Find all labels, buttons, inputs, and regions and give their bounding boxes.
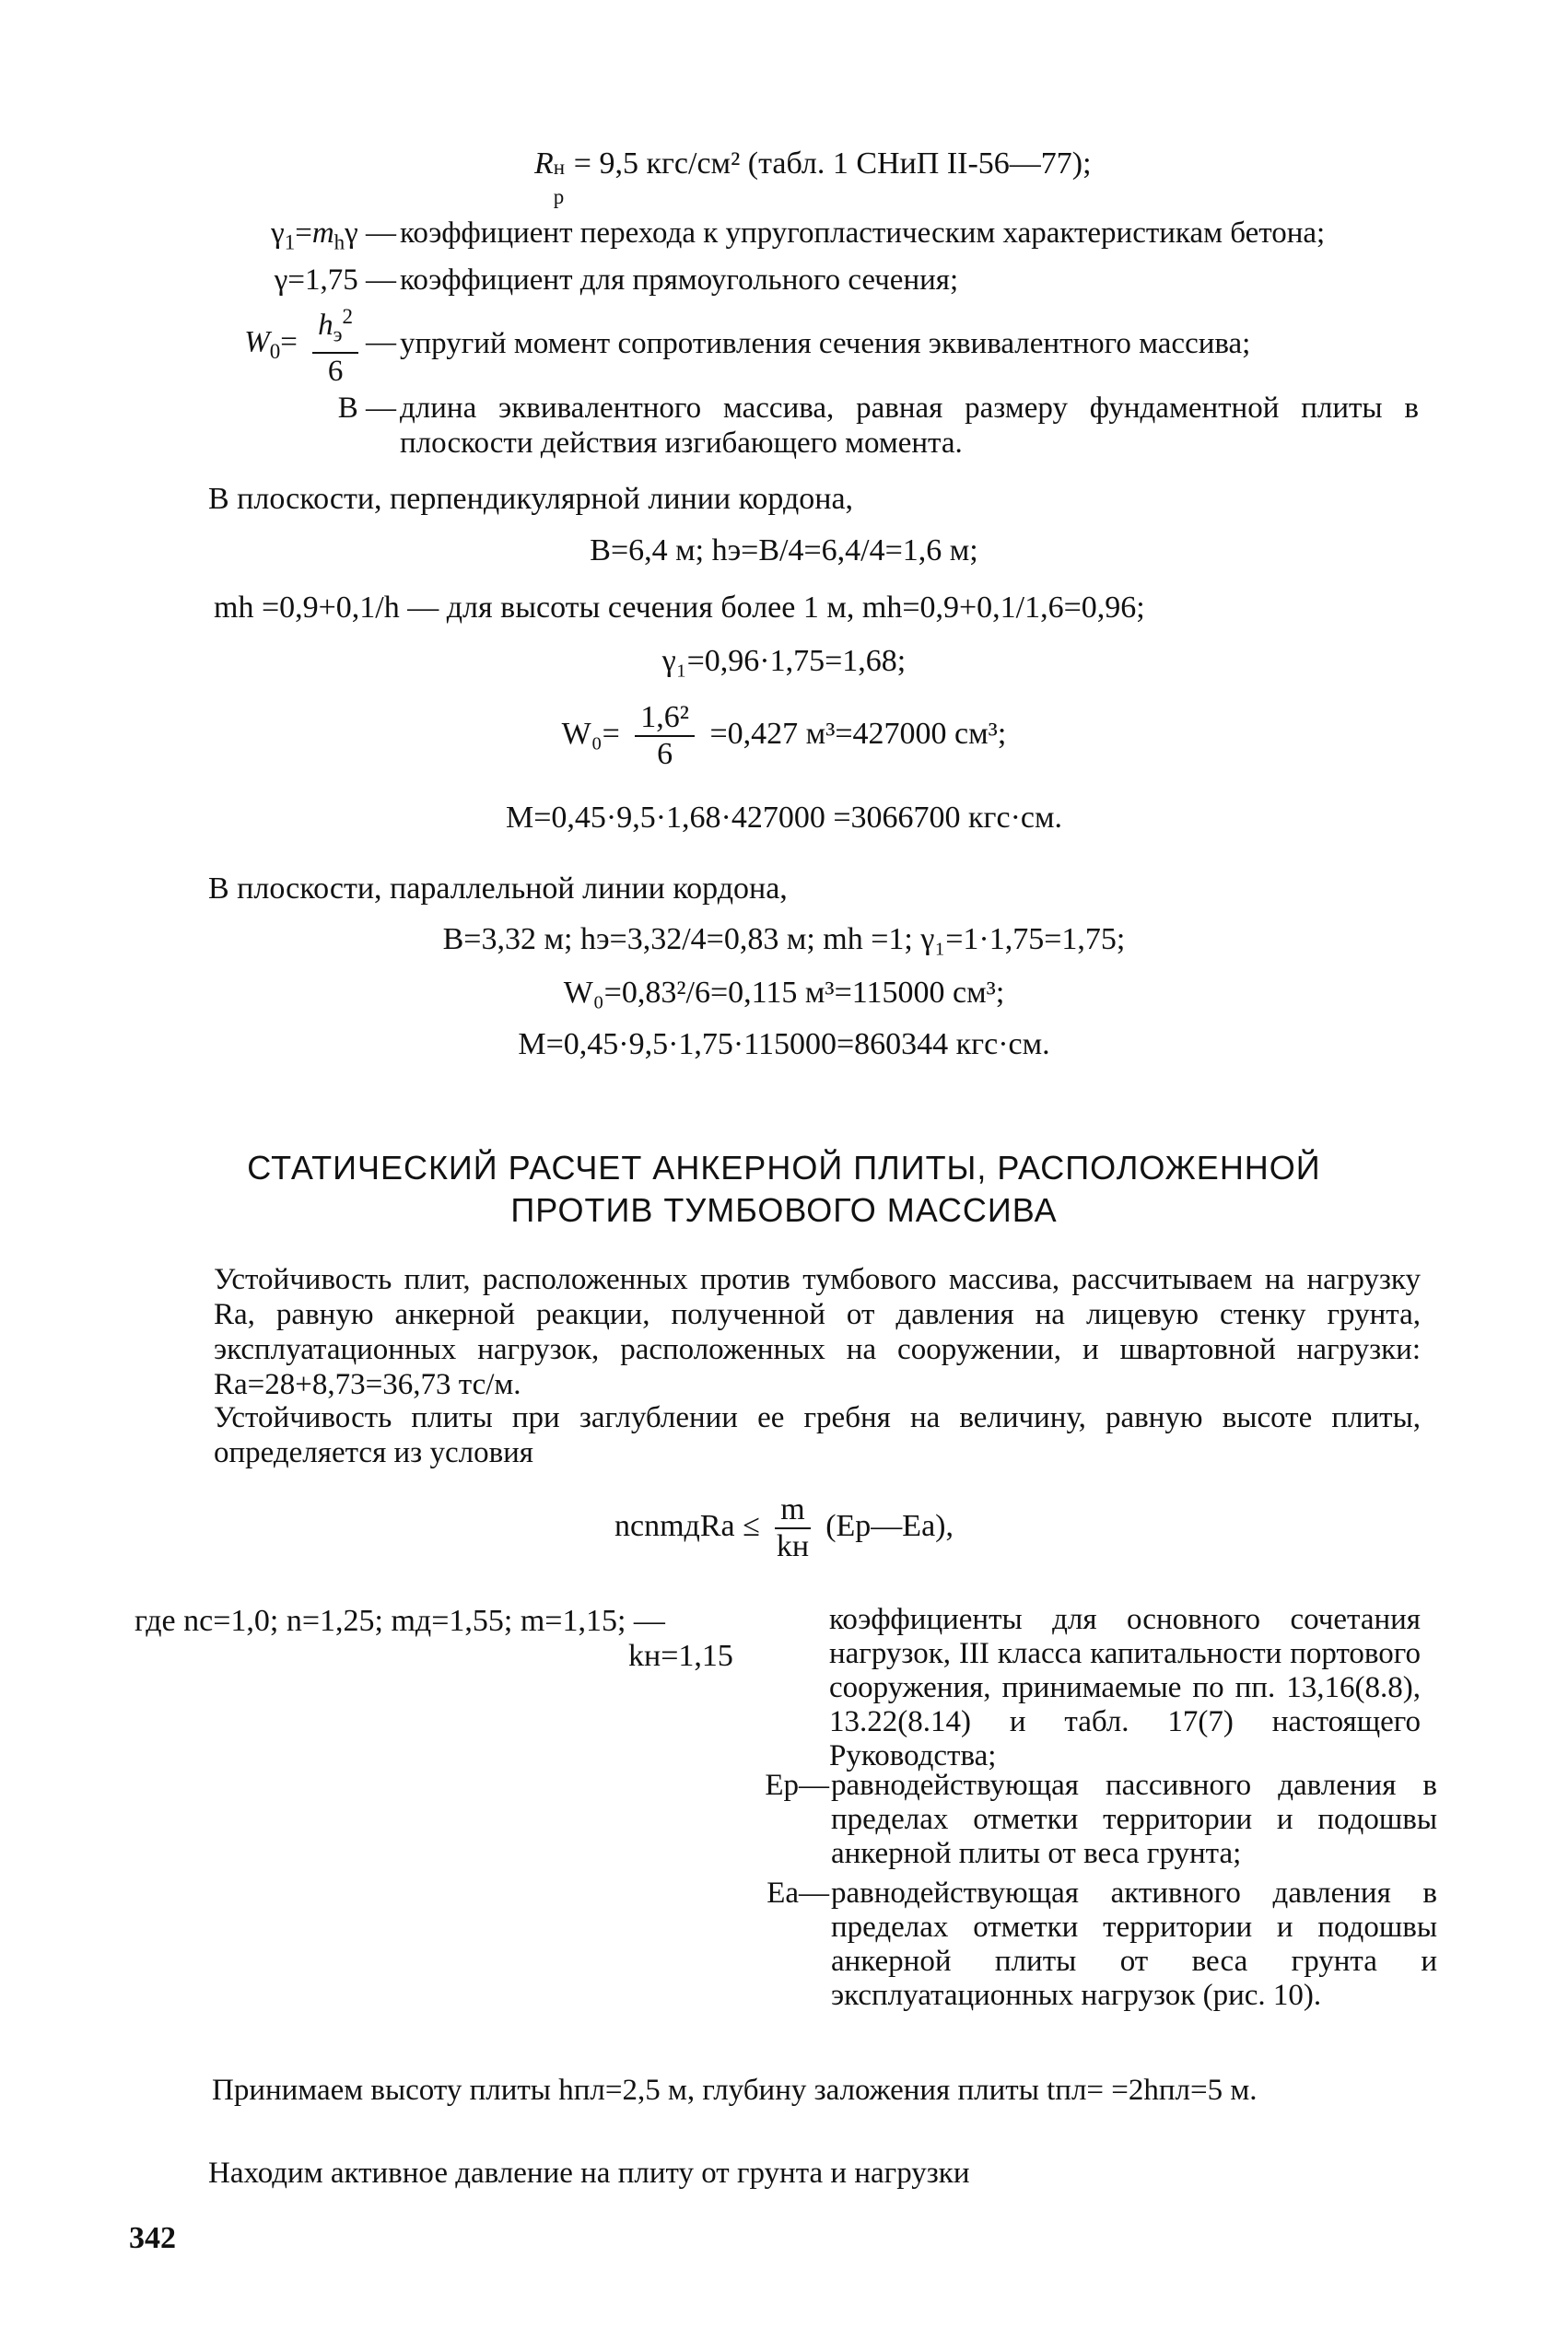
parallel-line-1: B=3,32 м; hэ=3,32/4=0,83 м; mh =1; γ₁=1·1,75=1,75; [442, 922, 1126, 956]
definition-gamma [212, 263, 1419, 298]
paragraph-1: Устойчивость плит, расположенных против тумбового массива, рассчитываем на нагрузку Rа, равную анкерной реакции, полученной от давления на лицевую стенку грунта, эксплуатационных нагрузок, расположенных на сооружении, и швартовной нагрузки: Rа=28+8,73=36,73 тс/м. [214, 1263, 1421, 1401]
perp-intro: В плоскости, перпендикулярной линии кордона, [208, 482, 854, 516]
perp-line-5: M=0,45·9,5·1,68·427000 =3066700 кгс·см. [505, 801, 1063, 835]
definition-symbol: γ=1,75 — [274, 263, 396, 297]
parallel-line-2: W₀=0,83²/6=0,115 м³=115000 см³; [563, 976, 1005, 1010]
parallel-intro: В плоскости, параллельной линии кордона, [208, 871, 788, 906]
definition-text: равнодействующая активного давления в пределах отметки территории и подошвы анкерной плиты от веса грунта и эксплуатационных нагрузок (рис. 10). [831, 1877, 1437, 2012]
perp-line-1: B=6,4 м; hэ=B/4=6,4/4=1,6 м; [590, 533, 978, 567]
perp-line-4: W₀= $\frac{\text{1,6²}}{6}$ =0,427 м³=427000 см³; [561, 700, 1007, 771]
where-line: где nc=1,0; n=1,25; mд=1,55; m=1,15; — [135, 1604, 665, 1638]
definition-text: длина эквивалентного массива, равная размеру фундаментной плиты в плоскости действия изгибающего момента. [400, 392, 1419, 461]
section-title-line-2: ПРОТИВ ТУМБОВОГО МАССИВА [510, 1191, 1058, 1229]
definition-symbol: $W_0=$ $\frac{h_э^2}{6}$ — [212, 299, 400, 390]
where-description: коэффициенты для основного сочетания нагрузок, III класса капитальности портового сооружения, принимаемые по пп. 13,16(8.8), 13.22(8.14) и табл. 17(7) настоящего Руководства; [829, 1603, 1421, 1772]
fraction-w0: $\frac{h_э^2}{6}$ [312, 299, 358, 390]
perp-line-3: γ₁=0,96·1,75=1,68; [661, 644, 907, 678]
definition-symbol: Ep— [765, 1769, 829, 1802]
definition-symbol: B — [337, 392, 396, 426]
definition-w0 [212, 299, 1419, 390]
definition-ea [719, 1877, 1437, 2013]
where-kn: kн=1,15 [628, 1639, 733, 1673]
section-title-line-1: СТАТИЧЕСКИЙ РАСЧЕТ АНКЕРНОЙ ПЛИТЫ, РАСПОЛОЖЕННОЙ [247, 1149, 1321, 1187]
definition-symbol: Ea— [766, 1877, 829, 1910]
definition-text: упругий момент сопротивления сечения эквивалентного массива; [400, 327, 1251, 361]
definition-text: коэффициент перехода к упругопластическим характеристикам бетона; [400, 216, 1326, 250]
condition-formula: ncnmдRа ≤ $\frac{m}{kн}$ (Ep—Ea), [614, 1492, 954, 1563]
definition-gamma1 [212, 216, 1419, 261]
pressure-definitions [719, 1769, 1437, 2017]
definitions-list [212, 216, 1419, 462]
parallel-line-3: M=0,45·9,5·1,75·115000=860344 кгс·см. [518, 1027, 1050, 1061]
fraction-w0-value: $\frac{\text{1,6²}}{6}$ [635, 700, 695, 772]
definition-symbol: $\gamma_1=m_h\gamma$ — [271, 216, 396, 254]
perp-line-2: mh =0,9+0,1/h — для высоты сечения более 1 м, mh=0,9+0,1/1,6=0,96; [214, 591, 1145, 625]
definition-ep [719, 1769, 1437, 1871]
paragraph-4: Находим активное давление на плиту от грунта и нагрузки [208, 2157, 970, 2190]
definition-text: коэффициент для прямоугольного сечения; [400, 263, 959, 297]
page-number: 342 [129, 2221, 176, 2255]
definition-b [212, 391, 1419, 461]
definition-text: равнодействующая пассивного давления в пределах отметки территории и подошвы анкерной плиты от веса грунта; [831, 1769, 1437, 1870]
paragraph-3: Принимаем высоту плиты hпл=2,5 м, глубину заложения плиты tпл= =2hпл=5 м. [212, 2074, 1258, 2107]
equation-rp: R н р = 9,5 кгс/см² (табл. 1 СНиП II-56—77); [534, 146, 1092, 208]
fraction-m-kn: $\frac{m}{kн}$ [776, 1492, 810, 1563]
paragraph-2: Устойчивость плиты при заглублении ее гребня на величину, равную высоте плиты, определяется из условия [214, 1401, 1421, 1469]
